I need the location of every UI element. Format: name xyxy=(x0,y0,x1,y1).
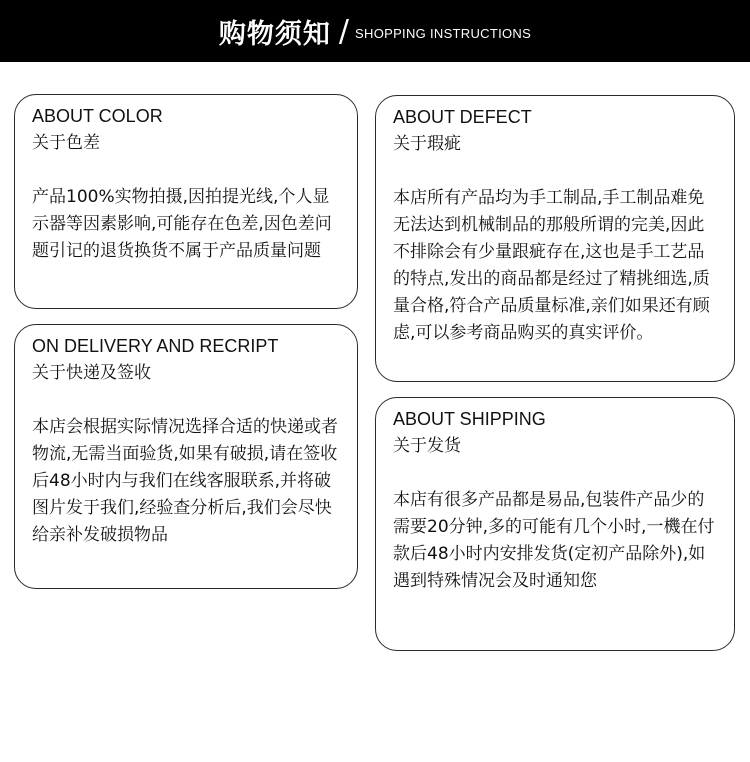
card-title-english: ABOUT DEFECT xyxy=(393,107,532,127)
about-defect-card xyxy=(375,95,735,382)
card-body-text: 产品100%实物拍摄,因拍提光线,个人显示器等因素影响,可能存在色差,因色差问题引记的退货换货不属于产品质量问题 xyxy=(32,187,332,261)
card-title-english: ON DELIVERY AND RECRIPT xyxy=(32,336,279,356)
about-color-card xyxy=(14,94,358,309)
card-body-text: 本店会根据实际情况选择合适的快递或者物流,无需当面验货,如果有破损,请在签收后48小时内与我们在线客服联系,并将破图片发于我们,经验查分析后,我们会尽快给亲补发破损物品 xyxy=(32,417,338,545)
card-title-english: ABOUT SHIPPING xyxy=(393,409,546,429)
header-title-english: SHOPPING INSTRUCTIONS xyxy=(355,25,532,41)
card-title-chinese: 关于快递及签收 xyxy=(32,363,151,383)
delivery-and-receipt-card xyxy=(14,324,358,589)
card-title-chinese: 关于色差 xyxy=(32,133,100,153)
card-title-english: ABOUT COLOR xyxy=(32,106,163,126)
about-shipping-card xyxy=(375,397,735,651)
card-body-text: 本店所有产品均为手工制品,手工制品难免无法达到机械制品的那般所谓的完美,因此不排除会有少量跟疵存在,这也是手工艺品的特点,发出的商品都是经过了精挑细选,质量合格,符合产品质量标准,亲们如果还有顾虑,可以参考商品购买的真实评价。 xyxy=(393,188,710,343)
header-title-chinese: 购物须知 xyxy=(218,18,331,50)
card-title-chinese: 关于发货 xyxy=(393,436,461,456)
card-body-text: 本店有很多产品都是易品,包装件产品少的需要20分钟,多的可能有几个小时,一機在付款后48小时内安排发货(定初产品除外),如遇到特殊情况会及时通知您 xyxy=(393,490,715,591)
header-slash: / xyxy=(338,13,350,49)
card-title-chinese: 关于瑕疵 xyxy=(393,134,461,154)
page-header xyxy=(0,0,750,62)
